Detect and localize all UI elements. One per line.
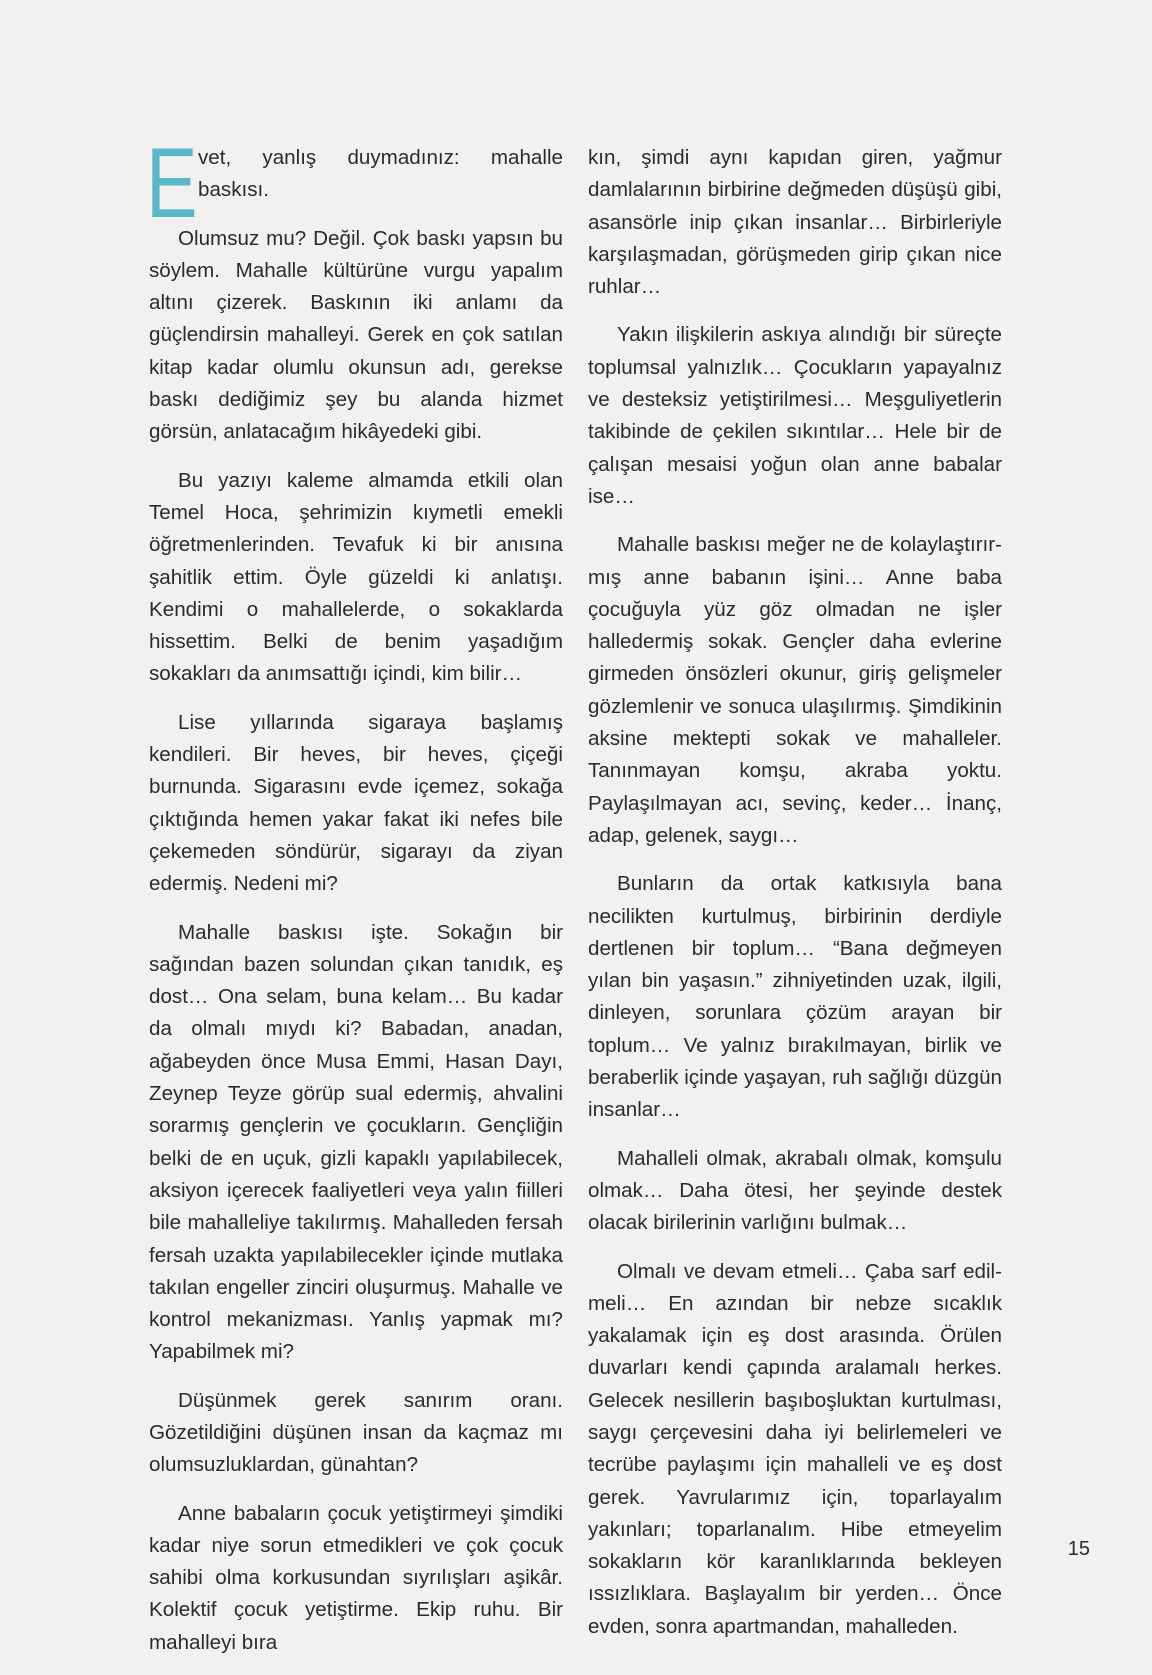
right-column	[588, 142, 1002, 1659]
paragraph: Mahalle baskısı meğer ne de kolaylaştırırmış anne babanın işini… Anne baba çocuğuyla yüz göz olmadan ne işler halledermiş sokak. Gençler daha evlerine girmeden önsözleri okunur, giriş gelişmeler gözlemlenir ve sonuca ulaşılırmış. Şimdikinin aksine mektepti sokak ve mahalleler. Tanınmayan komşu, akraba yoktu. Paylaşılmayan acı, sevinç, keder… İnanç, adap, gelenek, saygı…	[588, 533, 1002, 847]
paragraph: Mahalleli olmak, akrabalı olmak, komşulu olmak… Daha ötesi, her şeyinde destek olacak birilerinin varlığını bulmak…	[588, 1146, 1002, 1235]
paragraph: Olumsuz mu? Değil. Çok baskı yapsın bu söylem. Mahalle kültürüne vurgu yapalım altını çizerek. Baskının iki anlamı da güçlendirsin mahalleyi. Gerek en çok satılan kitap kadar olumlu okunsun adı, gerekse baskı dediğimiz şey bu alanda hizmet görsün, anlatacağım hikâyedeki gibi.	[149, 226, 563, 444]
page-number: 15	[1067, 1538, 1090, 1560]
drop-cap: E	[146, 127, 198, 238]
opening-text: vet, yanlış duymadınız: mahalle baskısı.	[198, 146, 563, 202]
paragraph: Anne babaların çocuk yetiştirmeyi şimdiki kadar niye sorun etmedikleri ve çok çocuk sahibi olma korkusundan sıyrılışları aşikâr. Kolektif çocuk yetiştirme. Ekip ruhu. Bir mahalleyi bıra	[149, 1501, 563, 1654]
paragraph: Lise yıllarında sigaraya başlamış kendileri. Bir heves, bir heves, çiçeği burnunda. Sigarasını evde içemez, sokağa çıktığında hemen yakar fakat iki nefes bile çekemeden söndürür, sigarayı da ziyan edermiş. Nedeni mi?	[149, 710, 563, 896]
paragraph: Bunların da ortak katkısıyla bana necilikten kurtulmuş, birbirinin derdiyle dertlenen bir toplum… “Bana değmeyen yılan bin yaşasın.” zihniyetinden uzak, ilgili, dinleyen, sorunlara çözüm arayan bir toplum… Ve yalnız bırakılmayan, birlik ve beraberlik içinde yaşayan, ruh sağlığı düzgün insanlar…	[588, 872, 1002, 1122]
paragraph: Bu yazıyı kaleme almamda etkili olan Temel Hoca, şehrimizin kıymetli emekli öğretmenlerinden. Tevafuk ki bir anısına şahitlik ettim. Öyle güzeldi ki anlatışı. Kendimi o mahallelerde, o sokaklarda hissettim. Belki de benim yaşadığım sokakları da anımsattığı içindi, kim bilir…	[149, 468, 563, 686]
left-column	[146, 127, 563, 1675]
paragraph: kın, şimdi aynı kapıdan giren, yağmur damlalarının birbirine değmeden düşüşü gibi, asansörle inip çıkan insanlar… Birbirleriyle karşılaşmadan, görüşmeden girip çıkan nice ruhlar…	[588, 146, 1002, 299]
paragraph: Düşünmek gerek sanırım oranı. Gözetildiğini düşünen insan da kaçmaz mı olumsuzluklardan, günahtan?	[149, 1388, 563, 1477]
paragraph: Yakın ilişkilerin askıya alındığı bir süreçte toplumsal yalnızlık… Çocukların yapayalnız ve desteksiz yetiştirilmesi… Meşguliyetlerin takibinde de çekilen sıkıntılar… Hele bir de çalışan mesaisi yoğun olan anne babalar ise…	[588, 323, 1002, 508]
paragraph: Mahalle baskısı işte. Sokağın bir sağından bazen solundan çıkan tanıdık, eş dost… Ona selam, buna kelam… Bu kadar da olmalı mıydı ki? Babadan, anadan, ağabeyden önce Musa Emmi, Hasan Dayı, Zeynep Teyze görüp sual edermiş, ahvalini sorarmış gençlerin ve çocukların. Gençliğin belki de en uçuk, gizli kapaklı yapılabilecek, aksiyon içerecek faaliyetleri veya yalın fiilleri bile mahalleliye takılırmış. Mahalleden fersah fersah uzakta yapılabilecekler içinde mutlaka takılan engeller zinciri oluşurmuş. Mahalle ve kontrol mekanizması. Yanlış yapmak mı? Yapabilmek mi?	[149, 920, 563, 1364]
paragraph: Olmalı ve devam etmeli… Çaba sarf edilmeli… En azından bir nebze sıcaklık yakalamak için eş dost arasında. Örülen duvarları kendi çapında aralamalı herkes. Gelecek nesillerin başıboşluktan kurtulması, saygı çerçevesini daha iyi belirlemeleri ve tecrübe paylaşımı için mahalleli ve eş dost gerek. Yavrularımız için, toparlayalım yakınları; toparlanalım. Hibe etmeyelim sokakların kör karanlıklarında bekleyen ıssızlıklara. Başlayalım bir yerden… Önce evden, sonra apartmandan, mahalleden.	[588, 1259, 1002, 1638]
opening-paragraph	[146, 127, 563, 238]
